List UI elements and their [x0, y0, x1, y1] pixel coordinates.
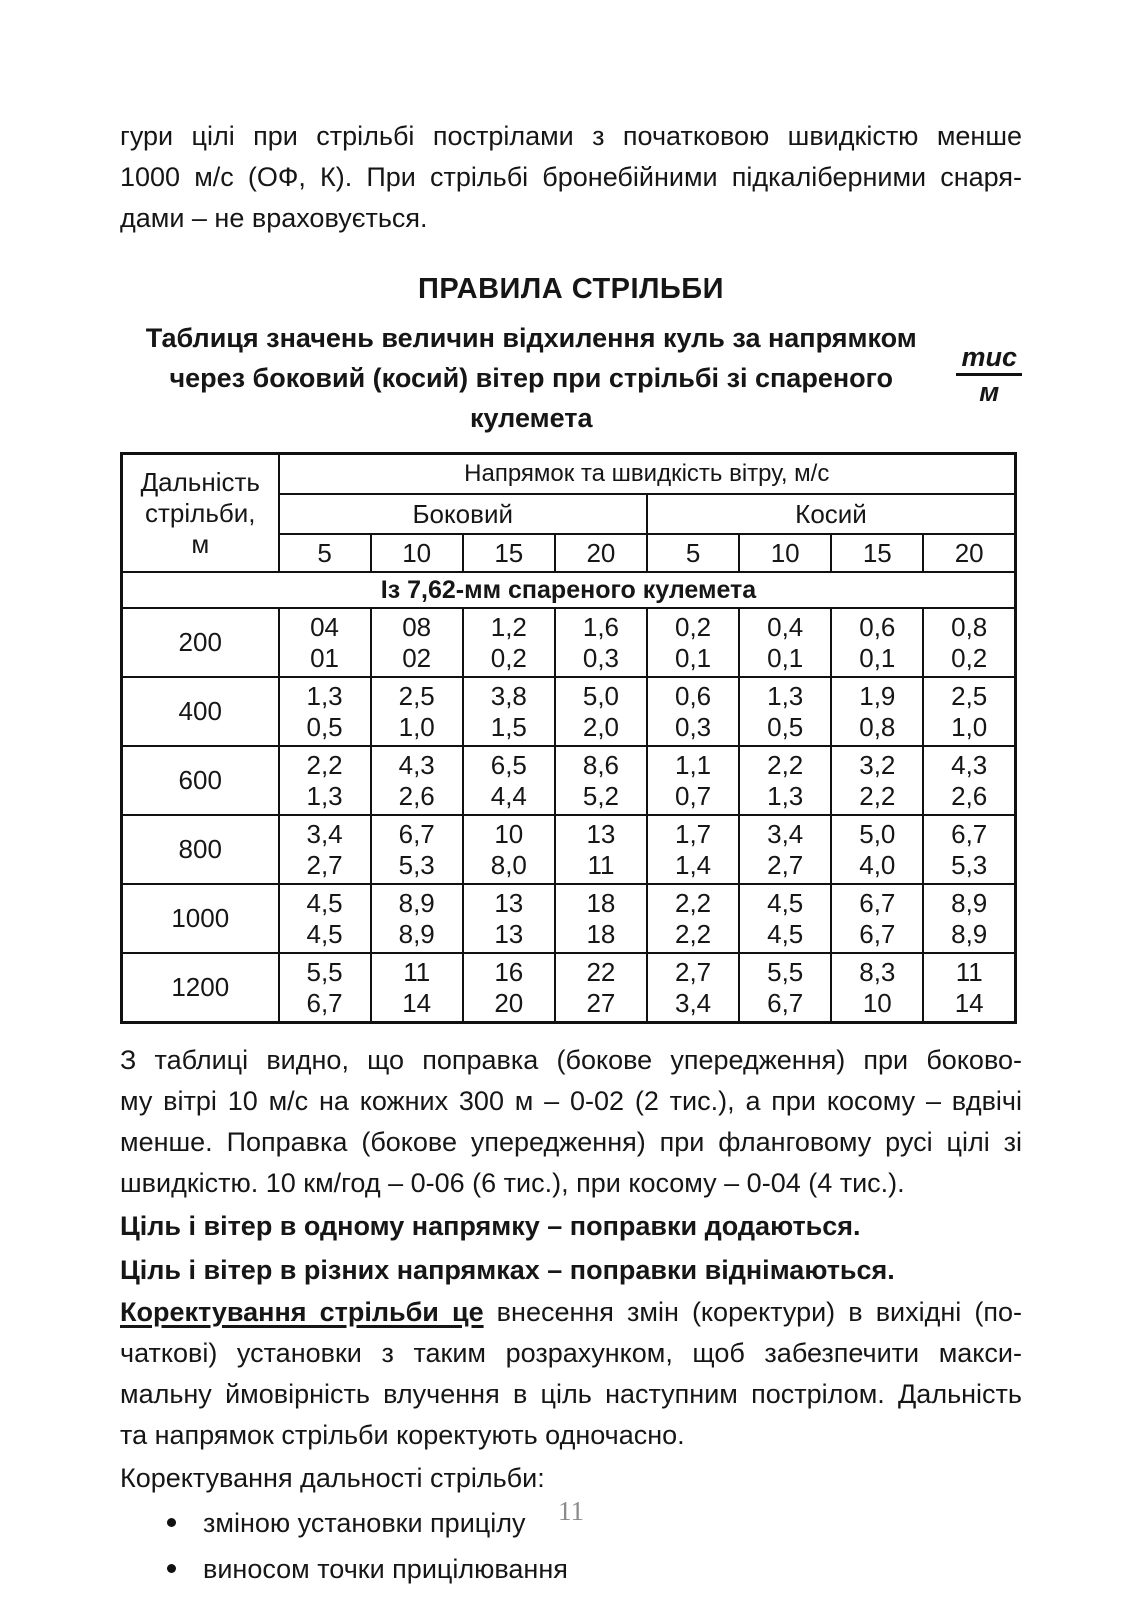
value-cell [279, 608, 371, 677]
value-line: 2,2 [859, 780, 896, 811]
value-line: 0,1 [674, 642, 712, 673]
value-line: 2,2 [674, 887, 712, 918]
bullet-icon [167, 1564, 176, 1573]
text-line: стрільби, [145, 497, 256, 528]
value-line: 8,6 [582, 749, 620, 780]
value-line: 5,5 [306, 956, 343, 987]
text-line: мальну ймовірність влучення в ціль наступним пострілом. Дальність [120, 1379, 1022, 1409]
value-line: 0,1 [767, 642, 804, 673]
value-line: 2,5 [951, 680, 988, 711]
value-cell [463, 815, 555, 884]
value-cell [923, 677, 1015, 746]
rule-statement-2: Ціль і вітер в різних напрямках – поправки віднімаються. [120, 1255, 895, 1285]
value-line: 4,0 [859, 849, 896, 880]
group-header-side: Боковий [279, 494, 648, 534]
speed-header: 15 [463, 534, 555, 572]
value-line: 0,8 [859, 711, 896, 742]
value-line: 0,7 [674, 780, 712, 811]
value-line: 4,5 [306, 887, 343, 918]
value-line: 1,0 [951, 711, 988, 742]
table-row [122, 746, 1016, 815]
value-line: 0,5 [767, 711, 804, 742]
value-line: 2,2 [674, 918, 712, 949]
table-row [122, 677, 1016, 746]
value-line: 6,5 [490, 749, 527, 780]
value-line: 2,6 [398, 780, 435, 811]
value-line: 18 [586, 918, 616, 949]
value-line: 2,7 [767, 849, 804, 880]
value-line: 08 [402, 611, 432, 642]
analysis-paragraph [120, 1040, 1022, 1204]
speed-header: 20 [555, 534, 647, 572]
text-line: гури цілі при стрільбі пострілами з початковою швидкістю менше [120, 121, 1022, 151]
speed-header: 15 [831, 534, 923, 572]
fraction-denominator: м [979, 377, 1000, 407]
value-line: 22 [586, 956, 616, 987]
value-cell [923, 746, 1015, 815]
value-line: 8,9 [951, 887, 988, 918]
table-section-row [122, 572, 1016, 608]
value-line: 8,0 [490, 849, 527, 880]
text-line: 1000 м/с (ОФ, К). При стрільбі бронебійними підкаліберними снаря- [120, 162, 1022, 192]
value-line: 10 [494, 818, 524, 849]
speed-header: 5 [647, 534, 739, 572]
value-line: 4,4 [490, 780, 527, 811]
value-cell [831, 953, 923, 1023]
value-cell [647, 815, 739, 884]
value-line: 0,2 [674, 611, 712, 642]
value-line: 6,7 [306, 987, 343, 1018]
speed-header: 10 [739, 534, 831, 572]
value-cell [371, 953, 463, 1023]
value-line: 14 [402, 987, 432, 1018]
section-header: Із 7,62-мм спареного кулемета [122, 572, 1016, 608]
value-line: 6,7 [859, 887, 896, 918]
value-line: 04 [310, 611, 340, 642]
range-cell: 200 [122, 608, 279, 677]
value-line: 1,9 [859, 680, 896, 711]
table-row [122, 608, 1016, 677]
value-cell [739, 815, 831, 884]
page-content [120, 0, 1022, 1592]
value-line: 6,7 [859, 918, 896, 949]
value-line: 3,4 [306, 818, 343, 849]
text-line: та напрямок стрільби коректують одночасно. [120, 1420, 685, 1450]
value-cell [371, 677, 463, 746]
value-cell [463, 677, 555, 746]
range-correction-heading: Коректування дальності стрільби: [120, 1463, 545, 1493]
value-line: 4,3 [951, 749, 988, 780]
table-row [122, 953, 1016, 1023]
value-line: 6,7 [951, 818, 988, 849]
table-caption-text [120, 318, 942, 438]
range-cell: 800 [122, 815, 279, 884]
value-line: 1,0 [398, 711, 435, 742]
table-row [122, 815, 1016, 884]
value-line: 1,7 [674, 818, 712, 849]
text-line: швидкістю. 10 км/год – 0-06 (6 тис.), при косому – 0-04 (4 тис.). [120, 1168, 905, 1198]
value-line: 4,5 [767, 918, 804, 949]
value-line: 3,4 [674, 987, 712, 1018]
text-line: З таблиці видно, що поправка (бокове упередження) при боково- [120, 1045, 1022, 1075]
speed-header: 5 [279, 534, 371, 572]
text-line: м [191, 528, 210, 559]
value-line: 1,4 [674, 849, 712, 880]
value-cell [647, 953, 739, 1023]
intro-paragraph [120, 116, 1022, 239]
value-line: 5,2 [582, 780, 620, 811]
value-cell [923, 953, 1015, 1023]
value-line: 0,3 [674, 711, 712, 742]
value-line: 2,2 [306, 749, 343, 780]
range-column-header [122, 454, 279, 573]
value-line: 3,4 [767, 818, 804, 849]
value-line: 8,3 [859, 956, 896, 987]
value-cell [279, 953, 371, 1023]
value-line: 2,7 [306, 849, 343, 880]
value-line: 13 [494, 918, 524, 949]
wind-header: Напрямок та швидкість вітру, м/с [279, 454, 1016, 495]
value-cell [279, 746, 371, 815]
value-cell [555, 953, 647, 1023]
bullet-text: виносом точки прицілювання [203, 1554, 568, 1584]
value-line: 1,1 [674, 749, 712, 780]
value-line: 2,0 [582, 711, 620, 742]
value-line: 2,2 [767, 749, 804, 780]
value-cell [279, 884, 371, 953]
correction-definition-rest [120, 1333, 1022, 1456]
deflection-table [120, 452, 1017, 1024]
value-cell [831, 884, 923, 953]
value-cell [371, 815, 463, 884]
value-cell [555, 608, 647, 677]
value-line: 2,5 [398, 680, 435, 711]
value-cell [371, 884, 463, 953]
value-cell [463, 953, 555, 1023]
range-cell: 600 [122, 746, 279, 815]
value-cell [739, 608, 831, 677]
value-line: 2,6 [951, 780, 988, 811]
value-cell [647, 746, 739, 815]
value-cell [371, 608, 463, 677]
value-line: 5,0 [582, 680, 620, 711]
value-line: 5,5 [767, 956, 804, 987]
value-cell [739, 677, 831, 746]
value-cell [647, 608, 739, 677]
value-cell [279, 677, 371, 746]
value-cell [923, 608, 1015, 677]
value-line: 1,3 [767, 780, 804, 811]
value-cell [279, 815, 371, 884]
caption-line-1: Таблиця значень величин відхилення куль за напрямком [145, 323, 917, 353]
value-line: 5,0 [859, 818, 896, 849]
range-cell: 1000 [122, 884, 279, 953]
value-line: 0,3 [582, 642, 620, 673]
value-line: 02 [402, 642, 432, 673]
value-line: 0,8 [951, 611, 988, 642]
value-line: 0,5 [306, 711, 343, 742]
fraction-numerator: тис [956, 342, 1022, 376]
value-line: 5,3 [951, 849, 988, 880]
range-cell: 1200 [122, 953, 279, 1023]
value-line: 0,2 [490, 642, 527, 673]
section-heading: ПРАВИЛА СТРІЛЬБИ [418, 273, 724, 305]
value-line: 0,2 [951, 642, 988, 673]
value-cell [463, 746, 555, 815]
value-line: 1,3 [306, 680, 343, 711]
value-line: 01 [310, 642, 340, 673]
value-line: 8,9 [398, 918, 435, 949]
value-line: 3,8 [490, 680, 527, 711]
value-line: 1,5 [490, 711, 527, 742]
value-line: 11 [955, 956, 983, 987]
value-cell [831, 608, 923, 677]
text-line: му вітрі 10 м/с на кожних 300 м – 0-02 (2 тис.), а при косому – вдвічі [120, 1086, 1022, 1116]
value-cell [831, 746, 923, 815]
value-line: 2,7 [674, 956, 712, 987]
value-line: 0,6 [674, 680, 712, 711]
value-line: 1,6 [582, 611, 620, 642]
value-line: 3,2 [859, 749, 896, 780]
bullet-item-2 [120, 1546, 1022, 1592]
value-line: 4,5 [306, 918, 343, 949]
value-line: 14 [954, 987, 984, 1018]
range-cell: 400 [122, 677, 279, 746]
value-line: 27 [586, 987, 616, 1018]
speed-header: 20 [923, 534, 1015, 572]
value-line: 13 [494, 887, 524, 918]
value-cell [371, 746, 463, 815]
value-cell [739, 953, 831, 1023]
value-line: 11 [587, 849, 615, 880]
text-line: чаткові) установки з таким розрахунком, щоб забезпечити макси- [120, 1338, 1022, 1368]
text-line: Дальність [140, 466, 260, 497]
value-line: 6,7 [767, 987, 804, 1018]
value-cell [463, 884, 555, 953]
speed-header: 10 [371, 534, 463, 572]
value-line: 4,5 [767, 887, 804, 918]
value-cell [647, 884, 739, 953]
value-line: 0,4 [767, 611, 804, 642]
value-line: 1,2 [490, 611, 527, 642]
text-line: дами – не враховується. [120, 203, 428, 233]
value-cell [739, 746, 831, 815]
value-line: 0,6 [859, 611, 896, 642]
value-cell [555, 746, 647, 815]
value-cell [831, 677, 923, 746]
value-cell [739, 884, 831, 953]
value-cell [647, 677, 739, 746]
bullet-text: зміною установки прицілу [203, 1508, 526, 1538]
value-line: 6,7 [398, 818, 435, 849]
value-cell [555, 884, 647, 953]
value-line: 18 [586, 887, 616, 918]
value-line: 4,3 [398, 749, 435, 780]
table-body [122, 608, 1016, 1023]
table-row [122, 884, 1016, 953]
value-line: 10 [862, 987, 892, 1018]
value-cell [831, 815, 923, 884]
correction-term: Коректування стрільби це [120, 1297, 484, 1327]
value-cell [923, 815, 1015, 884]
value-line: 1,3 [306, 780, 343, 811]
table-header-row-1 [122, 454, 1016, 495]
value-line: 20 [494, 987, 524, 1018]
value-line: 1,3 [767, 680, 804, 711]
value-cell [555, 677, 647, 746]
correction-line-rest: внесення змін (коректури) в вихідні (по- [483, 1297, 1022, 1327]
value-line: 13 [586, 818, 616, 849]
value-line: 8,9 [398, 887, 435, 918]
value-line: 16 [494, 956, 524, 987]
table-caption [120, 318, 1022, 438]
caption-line-2: через боковий (косий) вітер при стрільбі зі спареного кулемета [169, 363, 894, 433]
page-number: 11 [558, 1496, 584, 1526]
value-line: 5,3 [398, 849, 435, 880]
value-line: 11 [403, 956, 431, 987]
value-cell [555, 815, 647, 884]
value-line: 8,9 [951, 918, 988, 949]
value-cell [923, 884, 1015, 953]
text-line: менше. Поправка (бокове упередження) при фланговому русі цілі зі [120, 1127, 1022, 1157]
correction-definition-line-1 [120, 1292, 1022, 1333]
rule-statement-1: Ціль і вітер в одному напрямку – поправки додаються. [120, 1211, 861, 1241]
group-header-oblique: Косий [647, 494, 1016, 534]
value-cell [463, 608, 555, 677]
value-line: 0,1 [859, 642, 896, 673]
units-fraction [956, 342, 1022, 407]
